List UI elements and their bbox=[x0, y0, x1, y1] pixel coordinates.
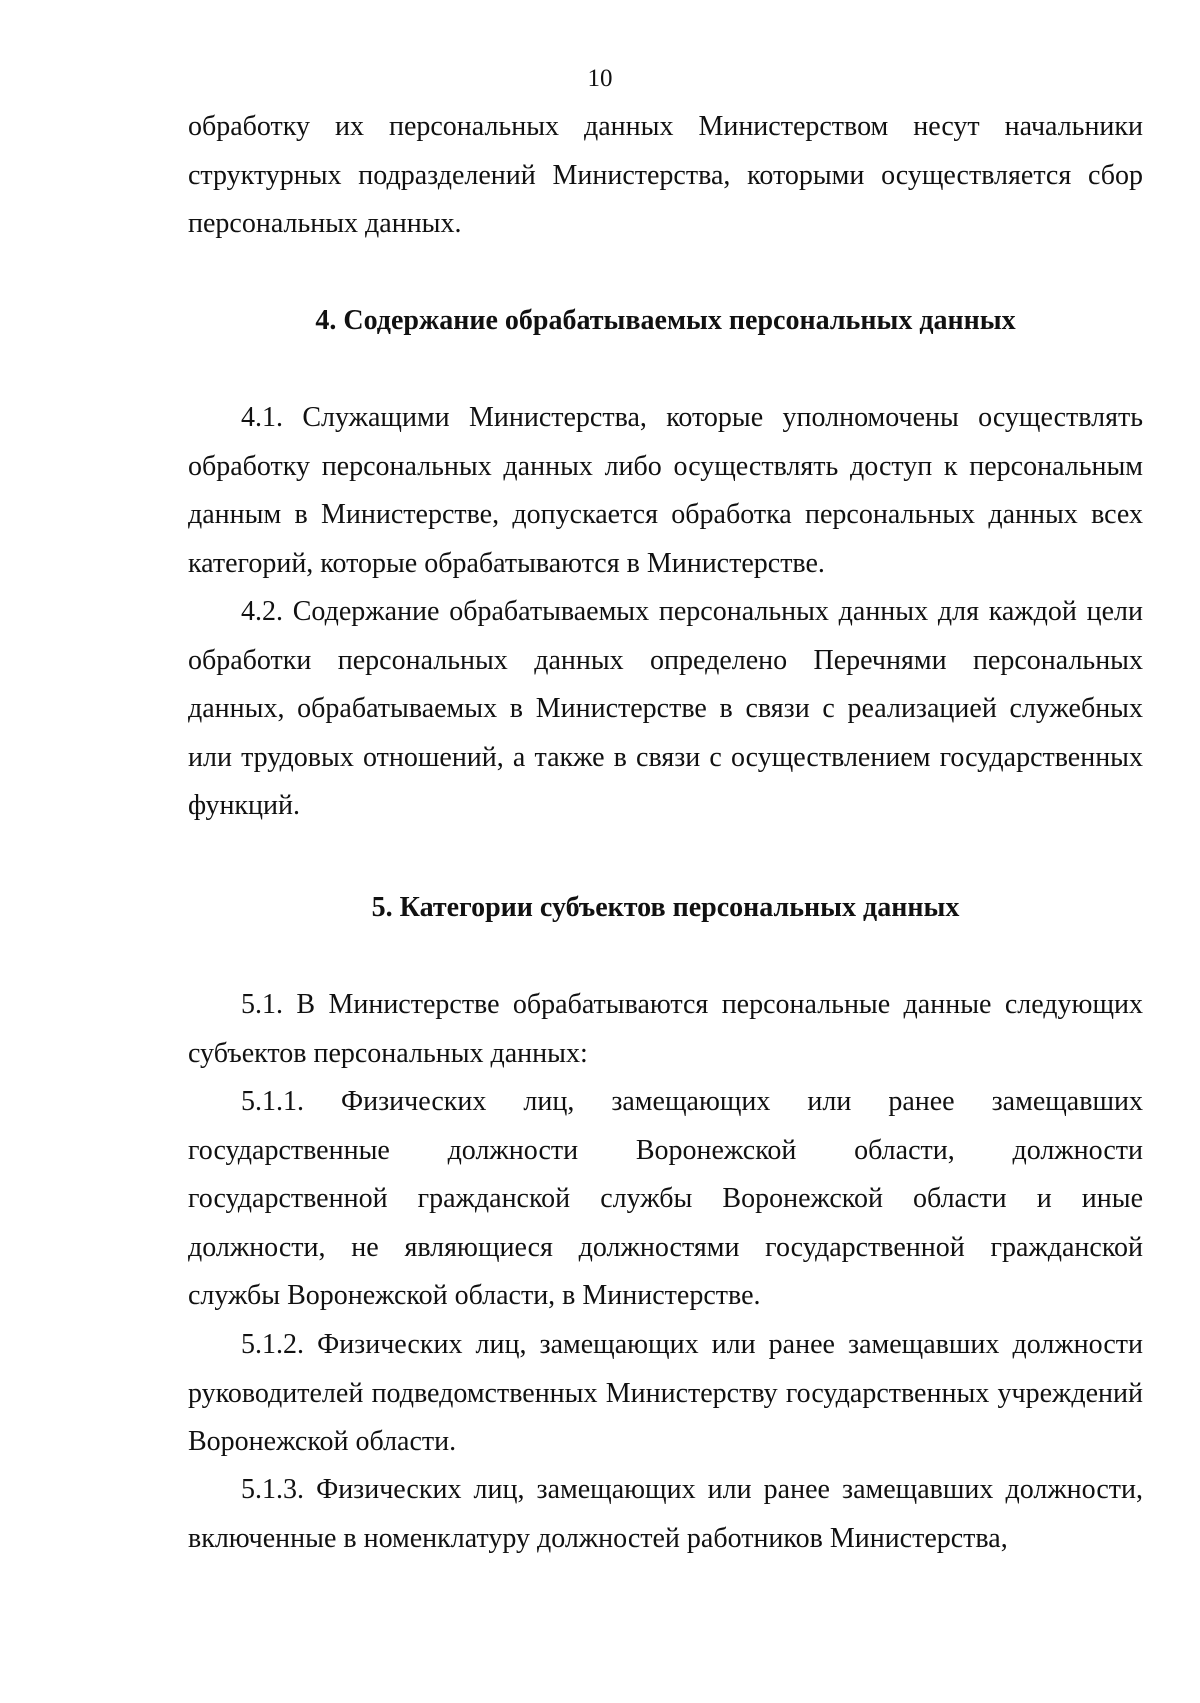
paragraph-5-1-1: 5.1.1. Физических лиц, замещающих или ранее замещавших государственные должности Воронежской области, должности государственной гражданской службы Воронежской области и иные должности, не являющиеся должностями государственной гражданской службы Воронежской области, в Министерстве. bbox=[188, 1086, 1143, 1311]
page-number: 10 bbox=[587, 65, 613, 92]
paragraph-5-1-2: 5.1.2. Физических лиц, замещающих или ранее замещавших должности руководителей подведомственных Министерству государственных учреждений Воронежской области. bbox=[188, 1329, 1143, 1457]
continuation-paragraph: обработку их персональных данных Министерством несут начальники структурных подразделений Министерства, которыми осуществляется сбор персональных данных. bbox=[188, 111, 1143, 239]
paragraph-5-1-3: 5.1.3. Физических лиц, замещающих или ранее замещавших должности, включенные в номенклатуру должностей работников Министерства, bbox=[188, 1474, 1143, 1554]
section-4-heading: 4. Содержание обрабатываемых персональных данных bbox=[315, 305, 1016, 336]
paragraph-5-1: 5.1. В Министерстве обрабатываются персональные данные следующих субъектов персональных данных: bbox=[188, 989, 1143, 1069]
paragraph-4-1: 4.1. Служащими Министерства, которые уполномочены осуществлять обработку персональных данных либо осуществлять доступ к персональным данным в Министерстве, допускается обработка персональных данных всех категорий, которые обрабатываются в Министерстве. bbox=[188, 402, 1143, 579]
paragraph-4-2: 4.2. Содержание обрабатываемых персональных данных для каждой цели обработки персональных данных определено Перечнями персональных данных, обрабатываемых в Министерстве в связи с реализацией служебных или трудовых отношений, а также в связи с осуществлением государственных функций. bbox=[188, 596, 1143, 821]
section-5-heading: 5. Категории субъектов персональных данных bbox=[371, 892, 960, 923]
